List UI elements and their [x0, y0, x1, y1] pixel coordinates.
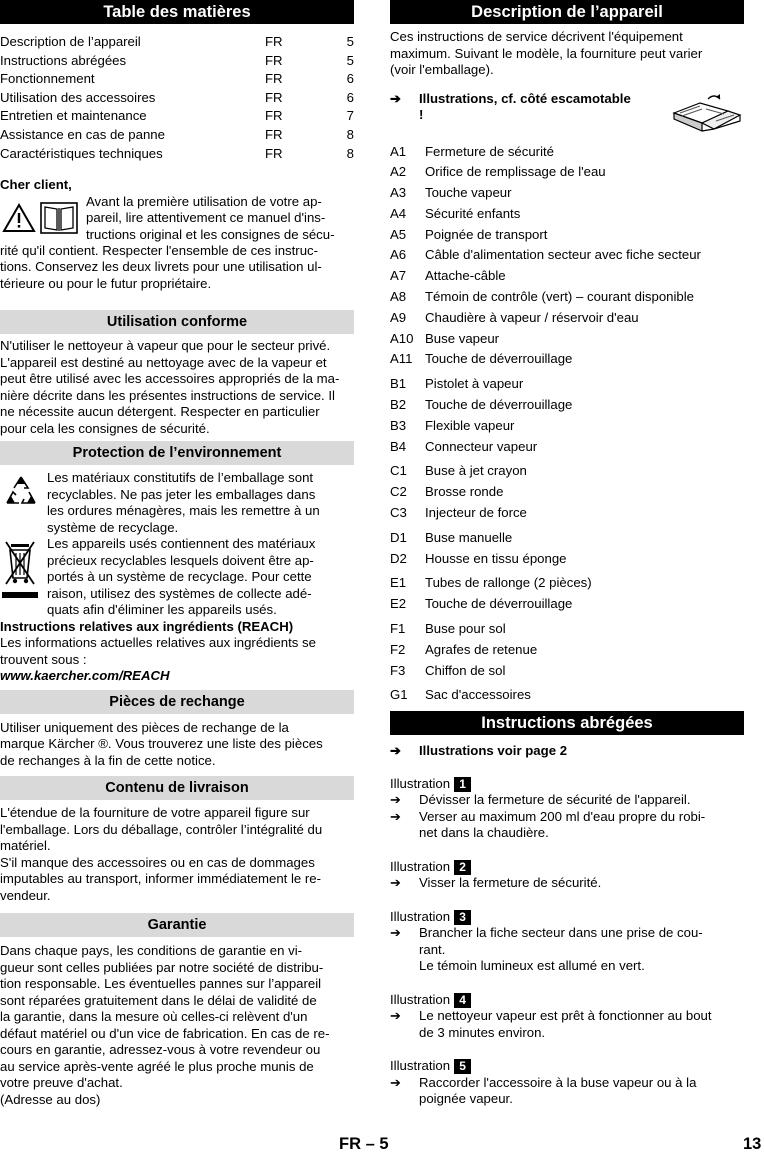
text-line: au service après-vente agréé le plus proche munis de: [0, 1058, 314, 1074]
text-line: L'appareil est destiné au nettoyage avec de la vapeur et: [0, 354, 327, 370]
illustration-block: [390, 859, 744, 892]
text-line: l'emballage. Lors du déballage, contrôler l’intégralité du: [0, 821, 323, 837]
text-line: matériel.: [0, 838, 51, 854]
component-label: Témoin de contrôle (vert) – courant disponible: [425, 289, 695, 305]
component-id: A1: [390, 143, 407, 159]
devices-text: [47, 536, 354, 619]
reach-heading: Instructions relatives aux ingrédients (REACH): [0, 618, 294, 634]
manual-book-icon: [40, 202, 78, 239]
component-row: [390, 162, 744, 183]
component-id: A4: [390, 205, 407, 221]
toc-entry-page: 8: [346, 126, 354, 142]
usage-text: [0, 338, 354, 437]
component-group: [390, 374, 744, 457]
arrow-icon: ➔: [390, 1008, 402, 1024]
component-group: [390, 528, 744, 570]
component-label: Touche de déverrouillage: [425, 596, 573, 612]
component-id: A9: [390, 309, 407, 325]
text-line: net dans la chaudière.: [419, 825, 549, 841]
component-label: Chaudière à vapeur / réservoir d'eau: [425, 309, 639, 325]
text-line: trouvent sous :: [0, 651, 87, 667]
text-line: (voir l'emballage).: [390, 62, 494, 77]
instruction-step: [390, 1075, 744, 1108]
delivery-header: Contenu de livraison: [0, 776, 354, 800]
short-instructions-list: [390, 776, 744, 1108]
component-label: Câble d'alimentation secteur avec fiche secteur: [425, 247, 701, 263]
client-section: [0, 177, 354, 292]
step-text: [419, 875, 601, 892]
text-line: Verser au maximum 200 ml d'eau propre du robi-: [419, 808, 706, 824]
text-line: Ces instructions de service décrivent l'équipement: [390, 29, 683, 44]
component-id: A3: [390, 185, 407, 201]
component-group: [390, 619, 744, 681]
text-line: poignée vapeur.: [419, 1091, 513, 1107]
toc-entry-lang: FR: [265, 52, 283, 68]
arrow-icon: ➔: [390, 743, 402, 759]
text-line: recyclables. Ne pas jeter les emballages dans: [47, 486, 316, 502]
text-line: portés à un système de recyclage. Pour cette: [47, 569, 312, 585]
component-row: [390, 685, 744, 706]
component-row: [390, 528, 744, 549]
text-line: Illustrations, cf. côté escamotable: [419, 90, 631, 106]
text-line: Les matériaux constitutifs de l’emballage sont: [47, 470, 314, 486]
component-id: B2: [390, 397, 407, 413]
illustration-number: 3: [454, 910, 471, 925]
component-row: [390, 349, 744, 370]
component-label: Connecteur vapeur: [425, 438, 538, 454]
component-row: [390, 573, 744, 594]
component-id: F1: [390, 621, 406, 637]
component-label: Attache-câble: [425, 268, 506, 284]
component-row: [390, 619, 744, 640]
instruction-step: [390, 792, 744, 809]
component-label: Buse pour sol: [425, 621, 506, 637]
toc-entry-title: Description de l’appareil: [0, 34, 141, 49]
illustration-block: [390, 1058, 744, 1108]
illustration-block: [390, 909, 744, 975]
toc-row: [0, 70, 354, 89]
text-line: rité qu'il contient. Respecter l'ensemble de ces instruc-: [0, 242, 319, 258]
step-text: [419, 809, 705, 842]
component-label: Flexible vapeur: [425, 417, 515, 433]
illustration-number: 2: [454, 860, 471, 875]
component-id: C1: [390, 463, 407, 479]
component-row: [390, 374, 744, 395]
component-group: [390, 461, 744, 523]
text-line: Raccorder l'accessoire à la buse vapeur ou à la: [419, 1074, 697, 1090]
text-line: ne nécessite aucun détergent. Respecter en particulier: [0, 404, 320, 420]
component-row: [390, 183, 744, 204]
component-id: C2: [390, 484, 407, 500]
toc-entry-page: 5: [346, 52, 354, 68]
step-text: [419, 1008, 712, 1041]
step-text: [419, 925, 703, 975]
instruction-step: [390, 925, 744, 975]
component-id: A8: [390, 289, 407, 305]
text-line: imputables au transport, informer immédiatement le re-: [0, 871, 322, 887]
toc-entry-title: Fonctionnement: [0, 71, 95, 87]
component-row: [390, 142, 744, 163]
text-line: rant.: [419, 941, 446, 957]
environment-header: Protection de l’environnement: [0, 441, 354, 465]
component-id: D1: [390, 529, 407, 545]
component-id: A11: [390, 351, 413, 367]
component-id: A5: [390, 226, 407, 242]
component-id: E1: [390, 575, 407, 591]
text-line: Visser la fermeture de sécurité.: [419, 875, 602, 891]
toc-entry-lang: FR: [265, 89, 283, 105]
component-id: E2: [390, 596, 407, 612]
instruction-step: [390, 875, 744, 892]
text-line: maximum. Suivant le modèle, la fourniture peut varier: [390, 45, 703, 61]
warranty-header: Garantie: [0, 913, 354, 937]
component-row: [390, 329, 744, 350]
illustration-number: 1: [454, 777, 471, 792]
component-id: A10: [390, 330, 414, 346]
component-label: Buse manuelle: [425, 529, 513, 545]
component-row: [390, 308, 744, 329]
component-row: [390, 549, 744, 570]
text-line: la garantie, dans la mesure où celles-ci relèvent d'un: [0, 1009, 308, 1025]
component-label: Injecteur de force: [425, 505, 527, 521]
component-label: Poignée de transport: [425, 226, 548, 242]
toc-entry-lang: FR: [265, 34, 283, 49]
see-page-note: [390, 743, 744, 760]
toc-entry-title: Assistance en cas de panne: [0, 126, 165, 142]
toc-row: [0, 89, 354, 108]
component-row: [390, 503, 744, 524]
arrow-icon: ➔: [390, 808, 402, 824]
illustration-number: 4: [454, 993, 471, 1008]
illustration-label: Illustration: [390, 991, 451, 1007]
toc-list: [0, 33, 354, 163]
toc-entry-page: 8: [346, 145, 354, 161]
component-label: Touche de déverrouillage: [425, 351, 573, 367]
component-label: Sac d'accessoires: [425, 687, 531, 703]
toc-entry-lang: FR: [265, 108, 283, 124]
toc-row: [0, 107, 354, 126]
text-line: raison, utilisez des systèmes de collecte adé-: [47, 585, 312, 601]
crossed-bin-icon: [2, 538, 38, 605]
component-row: [390, 287, 744, 308]
component-id: C3: [390, 505, 407, 521]
text-line: sont réparées gratuitement dans le délai de validité de: [0, 992, 317, 1008]
text-line: tions. Conservez les deux livrets pour une utilisation ul-: [0, 259, 322, 275]
text-line: pareil, lire attentivement ce manuel d'ins-: [86, 210, 326, 226]
packaging-text: [47, 470, 354, 536]
reach-link[interactable]: www.kaercher.com/REACH: [0, 668, 170, 684]
component-id: G1: [390, 687, 408, 703]
component-group: [390, 573, 744, 615]
text-line: térieure ou pour le futur propriétaire.: [0, 275, 212, 291]
text-line: Le témoin lumineux est allumé en vert.: [419, 958, 645, 974]
toc-entry-page: 7: [346, 108, 354, 124]
toc-entry-title: Instructions abrégées: [0, 52, 127, 68]
component-id: B3: [390, 417, 407, 433]
component-label: Housse en tissu éponge: [425, 550, 567, 566]
arrow-icon: ➔: [390, 875, 402, 891]
text-line: cours en garantie, adressez-vous à votre revendeur ou: [0, 1042, 321, 1058]
text-line: L'étendue de la fourniture de votre appareil figure sur: [0, 805, 310, 821]
component-group: [390, 685, 744, 706]
illustration-label: Illustration: [390, 908, 451, 924]
component-id: F2: [390, 641, 406, 657]
text-line: défaut matériel ou d'un vice de fabrication. En cas de re-: [0, 1025, 330, 1041]
illustration-label: Illustration: [390, 775, 451, 791]
illustration-heading: [390, 776, 744, 793]
component-label: Touche vapeur: [425, 185, 512, 201]
component-row: [390, 594, 744, 615]
warning-icon: [2, 203, 36, 238]
component-label: Sécurité enfants: [425, 205, 521, 221]
component-id: A2: [390, 164, 407, 180]
text-line: Dans chaque pays, les conditions de garantie en vi-: [0, 943, 303, 959]
foldout-manual-icon: [670, 91, 746, 142]
toc-entry-page: 6: [346, 71, 354, 87]
component-label: Orifice de remplissage de l'eau: [425, 164, 606, 180]
component-row: [390, 204, 744, 225]
parts-header: Pièces de rechange: [0, 690, 354, 714]
toc-entry-page: 6: [346, 89, 354, 105]
text-line: quats afin d'éliminer les appareils usés.: [47, 602, 277, 618]
component-label: Agrafes de retenue: [425, 641, 538, 657]
component-group: [390, 142, 744, 371]
component-label: Buse vapeur: [425, 330, 500, 346]
text-line: gueur sont celles publiées par notre société de distribu-: [0, 959, 324, 975]
text-line: Brancher la fiche secteur dans une prise de cou-: [419, 925, 703, 941]
client-heading: Cher client,: [0, 177, 72, 193]
component-id: B4: [390, 438, 407, 454]
toc-row: [0, 126, 354, 145]
text-line: nière décrite dans les présentes instructions de service. Il: [0, 387, 335, 403]
component-id: D2: [390, 550, 407, 566]
toc-entry-lang: FR: [265, 126, 283, 142]
recycling-icon: [2, 473, 40, 516]
toc-header: Table des matières: [0, 0, 354, 24]
parts-text: [0, 720, 354, 770]
delivery-text: [0, 805, 354, 904]
text-line: peut être utilisé avec les accessoires appropriés de la ma-: [0, 371, 340, 387]
component-id: B1: [390, 376, 407, 392]
toc-entry-page: 5: [346, 34, 354, 49]
illustration-block: [390, 992, 744, 1042]
component-label: Chiffon de sol: [425, 662, 506, 678]
toc-row: [0, 52, 354, 71]
component-row: [390, 661, 744, 682]
text-line: de rechanges à la fin de cette notice.: [0, 752, 216, 768]
component-id: A7: [390, 268, 407, 284]
component-row: [390, 245, 744, 266]
component-row: [390, 640, 744, 661]
text-line: de 3 minutes environ.: [419, 1024, 546, 1040]
text-line: (Adresse au dos): [0, 1091, 101, 1107]
instruction-step: [390, 1008, 744, 1041]
component-id: A6: [390, 247, 407, 263]
instruction-step: [390, 809, 744, 842]
component-row: [390, 266, 744, 287]
component-label: Brosse ronde: [425, 484, 504, 500]
toc-entry-lang: FR: [265, 71, 283, 87]
text-line: marque Kärcher ®. Vous trouverez une liste des pièces: [0, 736, 323, 752]
footer-section: FR – 5: [339, 1135, 389, 1153]
text-line: N'utiliser le nettoyeur à vapeur que pour le secteur privé.: [0, 338, 331, 354]
text-line: les ordures ménagères, mais les remettre à un: [47, 503, 320, 519]
text-line: Utiliser uniquement des pièces de rechange de la: [0, 719, 289, 735]
illustration-heading: [390, 992, 744, 1009]
text-line: !: [419, 107, 424, 122]
text-line: précieux recyclables lesquels doivent être ap-: [47, 552, 314, 568]
client-indented-text: [86, 194, 354, 244]
toc-entry-lang: FR: [265, 145, 283, 161]
illustration-label: Illustration: [390, 858, 451, 874]
component-row: [390, 437, 744, 458]
step-text: [419, 792, 691, 809]
step-text: [419, 1075, 696, 1108]
component-label: Pistolet à vapeur: [425, 376, 524, 392]
component-row: [390, 461, 744, 482]
toc-entry-title: Utilisation des accessoires: [0, 89, 156, 105]
text-line: S'il manque des accessoires ou en cas de dommages: [0, 854, 315, 870]
illustration-label: Illustration: [390, 1058, 451, 1074]
component-id: F3: [390, 662, 406, 678]
text-line: Le nettoyeur vapeur est prêt à fonctionner au bout: [419, 1008, 712, 1024]
text-line: Les informations actuelles relatives aux ingrédients se: [0, 635, 316, 651]
text-line: Dévisser la fermeture de sécurité de l'appareil.: [419, 792, 691, 808]
illustration-number: 5: [454, 1059, 471, 1074]
illustration-block: [390, 776, 744, 842]
left-column: [0, 0, 354, 1108]
component-row: [390, 395, 744, 416]
short-instructions-header: Instructions abrégées: [390, 711, 744, 735]
component-list: [390, 142, 744, 707]
illustration-heading: [390, 1058, 744, 1075]
description-header: Description de l’appareil: [390, 0, 744, 24]
usage-header: Utilisation conforme: [0, 310, 354, 334]
component-row: [390, 482, 744, 503]
component-label: Fermeture de sécurité: [425, 143, 554, 159]
toc-row: [0, 33, 354, 52]
page-number: 13: [743, 1135, 762, 1153]
text-line: pour cela les consignes de sécurité.: [0, 420, 210, 436]
toc-row: [0, 145, 354, 164]
illustration-heading: [390, 859, 744, 876]
see-page-text: Illustrations voir page 2: [419, 743, 568, 759]
arrow-icon: ➔: [390, 90, 402, 106]
right-column: [390, 0, 744, 1108]
text-line: Avant la première utilisation de votre ap-: [86, 193, 322, 209]
component-row: [390, 225, 744, 246]
client-text: [0, 243, 354, 293]
toc-entry-title: Caractéristiques techniques: [0, 145, 163, 161]
reach-text: [0, 635, 354, 668]
text-line: votre preuve d'achat.: [0, 1075, 123, 1091]
arrow-icon: ➔: [390, 925, 402, 941]
component-label: Tubes de rallonge (2 pièces): [425, 575, 592, 591]
text-line: tion responsable. Les éventuelles pannes sur l’appareil: [0, 976, 322, 992]
arrow-icon: ➔: [390, 1074, 402, 1090]
component-label: Touche de déverrouillage: [425, 397, 573, 413]
description-intro: [390, 29, 744, 79]
illustration-heading: [390, 909, 744, 926]
warranty-text: [0, 943, 354, 1108]
toc-entry-title: Entretien et maintenance: [0, 108, 147, 124]
component-row: [390, 416, 744, 437]
arrow-icon: ➔: [390, 792, 402, 808]
text-line: Les appareils usés contiennent des matériaux: [47, 536, 316, 552]
text-line: système de recyclage.: [47, 519, 179, 535]
text-line: tructions original et les consignes de sécu-: [86, 226, 335, 242]
text-line: vendeur.: [0, 887, 51, 903]
component-label: Buse à jet crayon: [425, 463, 527, 479]
